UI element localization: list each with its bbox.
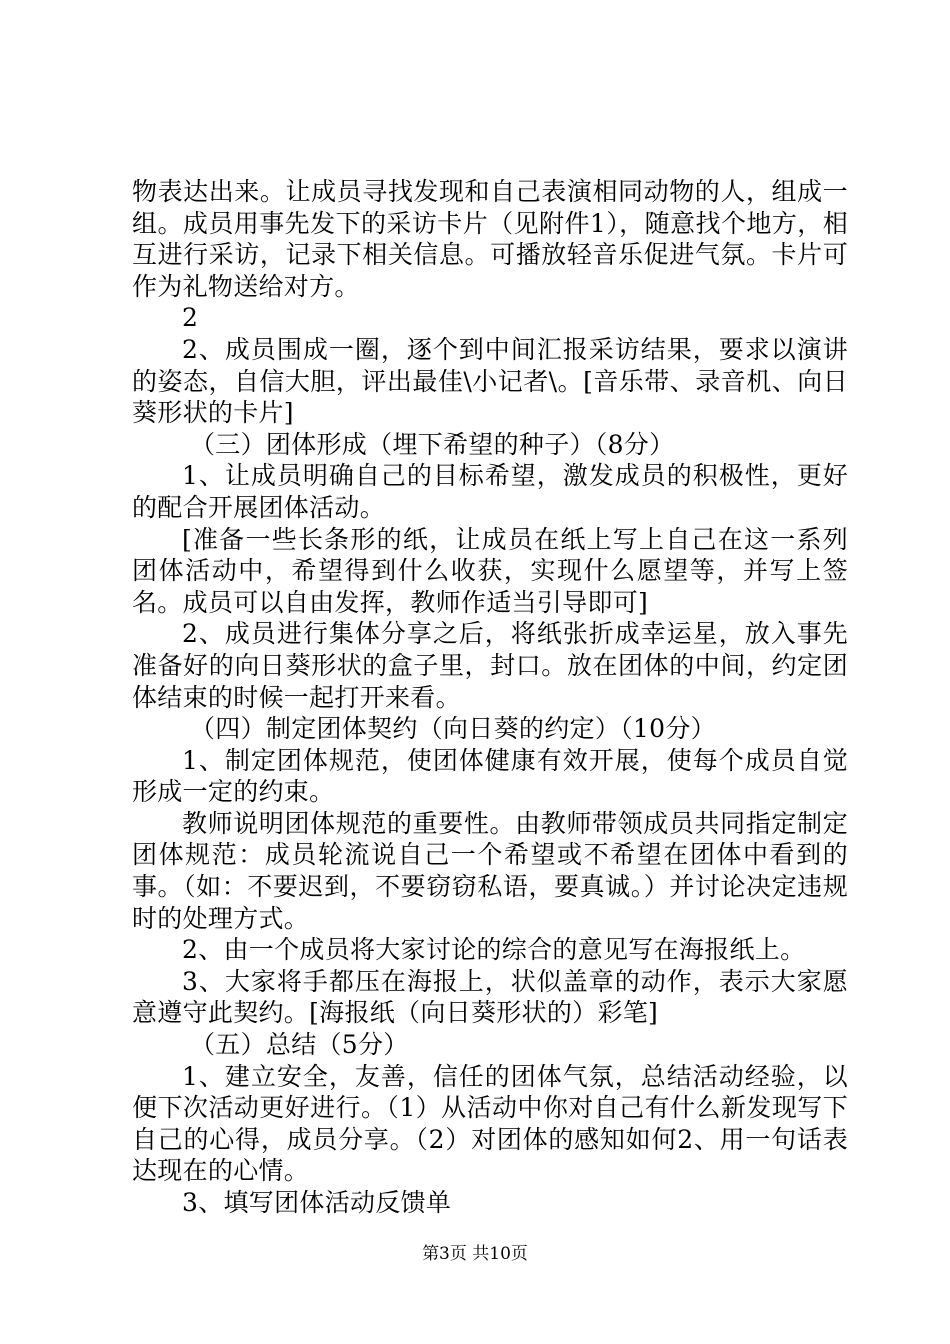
paragraph-1: 物表达出来。让成员寻找发现和自己表演相同动物的人，组成一组。成员用事先发下的采访卡片（见附件1），随意找个地方，相互进行采访，记录下相关信息。可播放轻音乐促进气氛。卡片可作为礼物送给对方。 [132,177,848,301]
section-heading-3: （三）团体形成（埋下希望的种子）（8分） [190,429,675,459]
paragraph-3: 2、成员围成一圈，逐个到中间汇报采访结果，要求以演讲的姿态，自信大胆，评出最佳\小记者\。[音乐带、录音机、向日葵形状的卡片] [132,334,848,428]
paragraph-2: 2 [182,303,199,333]
paragraph-12: 3、大家将手都压在海报上，状似盖章的动作，表示大家愿意遵守此契约。[海报纸（向日葵形状的）彩笔] [132,966,848,1028]
document-body [132,176,848,1219]
paragraph-7: 2、成员进行集体分享之后，将纸张折成幸运星，放入事先准备好的向日葵形状的盒子里，封口。放在团体的中间，约定团体结束的时候一起打开来看。 [132,619,848,712]
paragraph-5: 1、让成员明确自己的目标希望，激发成员的积极性，更好的配合开展团体活动。 [132,461,848,522]
paragraph-14: 1、建立安全，友善，信任的团体气氛，总结活动经验，以便下次活动更好进行。（1）从活动中你对自己有什么新发现写下自己的心得，成员分享。（2）对团体的感知如何2、用一句话表达现在的心情。 [132,1061,848,1186]
paragraph-11: 2、由一个成员将大家讨论的综合的意见写在海报纸上。 [182,935,806,965]
paragraph-9: 1、制定团体规范，使团体健康有效开展，使每个成员自觉形成一定的约束。 [132,745,848,807]
paragraph-6: [准备一些长条形的纸，让成员在纸上写上自己在这一系列团体活动中，希望得到什么收获，实现什么愿望等，并写上签名。成员可以自由发挥，教师作适当引导即可] [132,524,848,617]
section-heading-5: （五）总结（5分） [190,1030,409,1060]
paragraph-15: 3、填写团体活动反馈单 [182,1188,452,1217]
page-number-footer: 第3页 共10页 [422,1244,528,1264]
section-heading-4: （四）制定团体契约（向日葵的约定）（10分） [190,714,716,744]
paragraph-10: 教师说明团体规范的重要性。由教师带领成员共同指定制定团体规范：成员轮流说自己一个希望或不希望在团体中看到的事。（如：不要迟到，不要窃窃私语，要真诚。）并讨论决定违规时的处理方式。 [132,808,848,933]
